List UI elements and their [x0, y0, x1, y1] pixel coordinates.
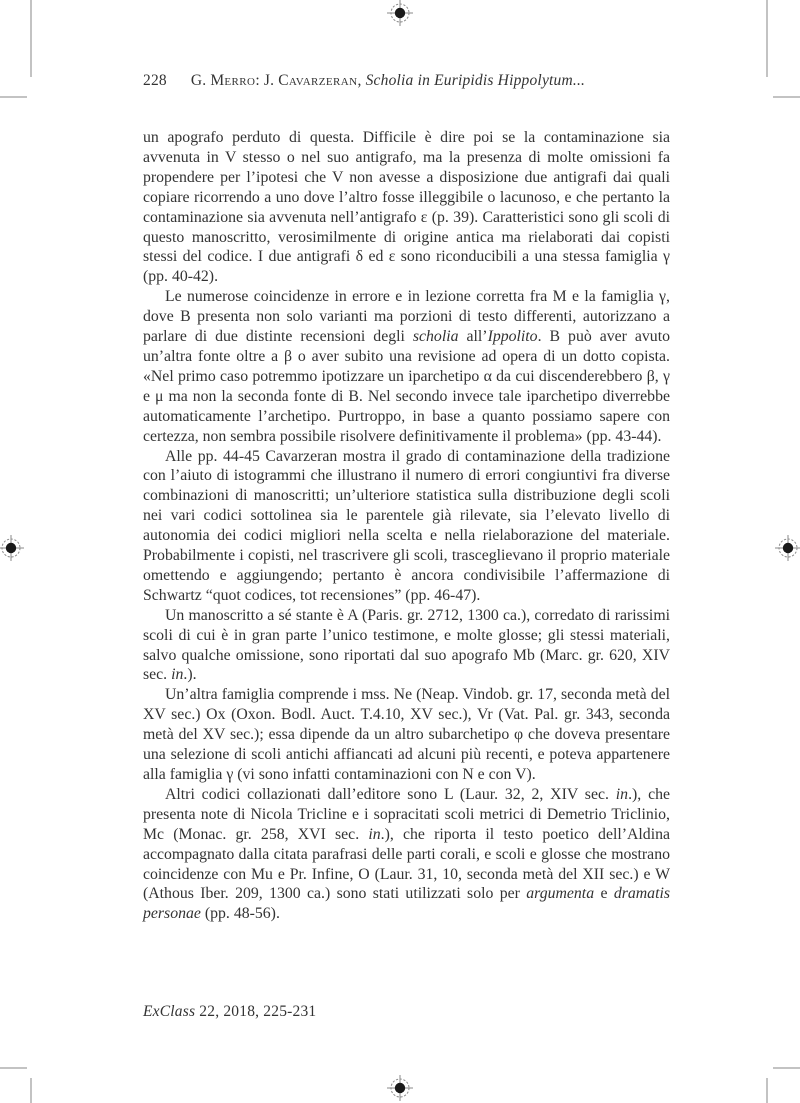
text-run: all’: [458, 328, 488, 346]
crop-mark-top-left-horizontal: [0, 96, 27, 98]
crop-mark-bottom-right-vertical: [766, 1078, 768, 1103]
italic-text: in: [615, 785, 629, 803]
paragraph: [143, 785, 670, 924]
text-run: . B può aver avuto un’altra fonte oltre a β o aver subito una revisione ad opera di un dotto copista. «Nel primo caso potremmo ipotizzare un iparchetipo α da cui discenderebbero β, γ e μ ma non la seconda fonte di B. Nel secondo invece tale iparchetipo diverrebbe automaticamente l’archetipo. Purtroppo, in base a quanto possiamo sapere con certezza, non sembra possibile risolvere definitivamente il problema» (pp. 43-44).: [143, 328, 670, 445]
page-body: [143, 128, 670, 924]
smallcaps-text: erro: [224, 72, 256, 89]
italic-text: argumenta: [526, 885, 595, 903]
text-run: : J. C: [255, 72, 289, 89]
crop-mark-top-right-vertical: [766, 0, 768, 77]
paragraph: [143, 685, 670, 785]
text-run: G. M: [190, 72, 225, 89]
crop-mark-bottom-left-vertical: [30, 1078, 32, 1103]
crop-mark-bottom-left-horizontal: [0, 1067, 27, 1069]
italic-text: scholia: [412, 328, 459, 346]
text-run: (pp. 48-56).: [200, 905, 280, 923]
text-run: .), che presenta note di Nicola Tricline e i sopracitati scoli metrici di Demetrio Triclinio, Mc (Monac. gr. 258, XVI sec.: [143, 785, 671, 843]
registration-mark-icon: [387, 1075, 413, 1101]
paragraph: [143, 128, 670, 287]
italic-text: in: [171, 666, 184, 684]
text-run: e: [594, 885, 614, 903]
registration-mark-icon: [775, 535, 800, 561]
journal-citation: [143, 1003, 316, 1021]
crop-mark-bottom-right-horizontal: [773, 1067, 800, 1069]
registration-mark-icon: [387, 0, 413, 26]
text-run: .), che riporta il testo poetico dell’Aldina accompagnato dalla citata parafrasi delle parti corali, e scoli e glosse che mostrano coincidenze con Mu e Pr. Infine, O (Laur. 31, 10, seconda metà del XII sec.) e W (Athous Iber. 209, 1300 ca.) sono stati utilizzati solo per: [143, 825, 671, 903]
running-header: [143, 72, 673, 90]
crop-mark-top-left-vertical: [30, 0, 32, 77]
text-run: .).: [183, 666, 197, 684]
registration-mark-icon: [0, 535, 24, 561]
text-run: Altri codici collazionati dall’editore sono L (Laur. 32, 2, XIV sec.: [165, 785, 616, 803]
paragraph: [143, 287, 670, 446]
italic-text: Scholia in Euripidis Hippolytum...: [365, 72, 586, 89]
italic-text: ExClass: [143, 1003, 196, 1020]
text-run: Alle pp. 44-45 Cavarzeran mostra il grado di contaminazione della tradizione con l’aiuto di istogrammi che illustrano il numero di errori congiuntivi fra diverse combinazioni di manoscritti; un’ulteriore statistica sulla distribuzione degli scoli nei vari codici sottolinea sia le parentele già rilevate, sia l’elevato livello di autonomia dei codici migliori nella scelta e nella rielaborazione del materiale. Probabilmente i copisti, nel trascrivere gli scoli, trasceglievano il proprio materiale omettendo e aggiungendo; pertanto è ancora condivisibile l’affermazione di Schwartz “quot codices, tot recensiones” (pp. 46-47).: [143, 447, 670, 604]
paragraph: [143, 606, 670, 686]
page-number: 228: [143, 72, 167, 89]
running-header-title: [191, 72, 585, 90]
text-run: Un’altra famiglia comprende i mss. Ne (Neap. Vindob. gr. 17, seconda metà del XV sec.) Ox (Oxon. Bodl. Auct. T.4.10, XV sec.), Vr (Vat. Pal. gr. 343, seconda metà del XV sec.); essa dipende da un altro subarchetipo φ che doveva presentare una selezione di scoli antichi affiancati ad alcuni più recenti, e poteva appartenere alla famiglia γ (vi sono infatti contaminazioni con N e con V).: [143, 686, 670, 783]
text-run: Le numerose coincidenze in errore e in lezione corretta fra M e la famiglia γ, dove B presenta non solo varianti ma porzioni di testo differenti, autorizzano a parlare di due distinte recensioni degli: [143, 288, 670, 346]
text-run: ,: [357, 72, 366, 89]
italic-text: Ippolito: [487, 328, 538, 346]
text-run: Un manoscritto a sé stante è A (Paris. gr. 2712, 1300 ca.), corredato di rarissimi scoli di cui è in gran parte l’unico testimone, e molte glosse; gli stessi materiali, salvo qualche omissione, sono riportati dal suo apografo Mb (Marc. gr. 620, XIV sec.: [143, 606, 670, 684]
smallcaps-text: avarzeran: [288, 72, 358, 89]
crop-mark-top-right-horizontal: [773, 96, 800, 98]
italic-text: dramatis personae: [143, 885, 670, 923]
text-run: un apografo perduto di questa. Difficile è dire poi se la contaminazione sia avvenuta in V stesso o nel suo antigrafo, ma la presenza di molte omissioni fa propendere per l’ipotesi che V non avesse a disposizione due antigrafi dai quali copiare ricorrendo a uno dove l’altro fosse illeggibile o lacunoso, e che pertanto la contaminazione sia avvenuta nell’antigrafo ε (p. 39). Caratteristici sono gli scoli di questo manoscritto, verosimilmente di origine antica ma rielaborati dai copisti stessi del codice. I due antigrafi δ ed ε sono riconducibili a una stessa famiglia γ (pp. 40-42).: [143, 129, 670, 286]
text-run: 22, 2018, 225-231: [195, 1003, 317, 1020]
paragraph: [143, 447, 670, 606]
italic-text: in: [368, 825, 381, 843]
